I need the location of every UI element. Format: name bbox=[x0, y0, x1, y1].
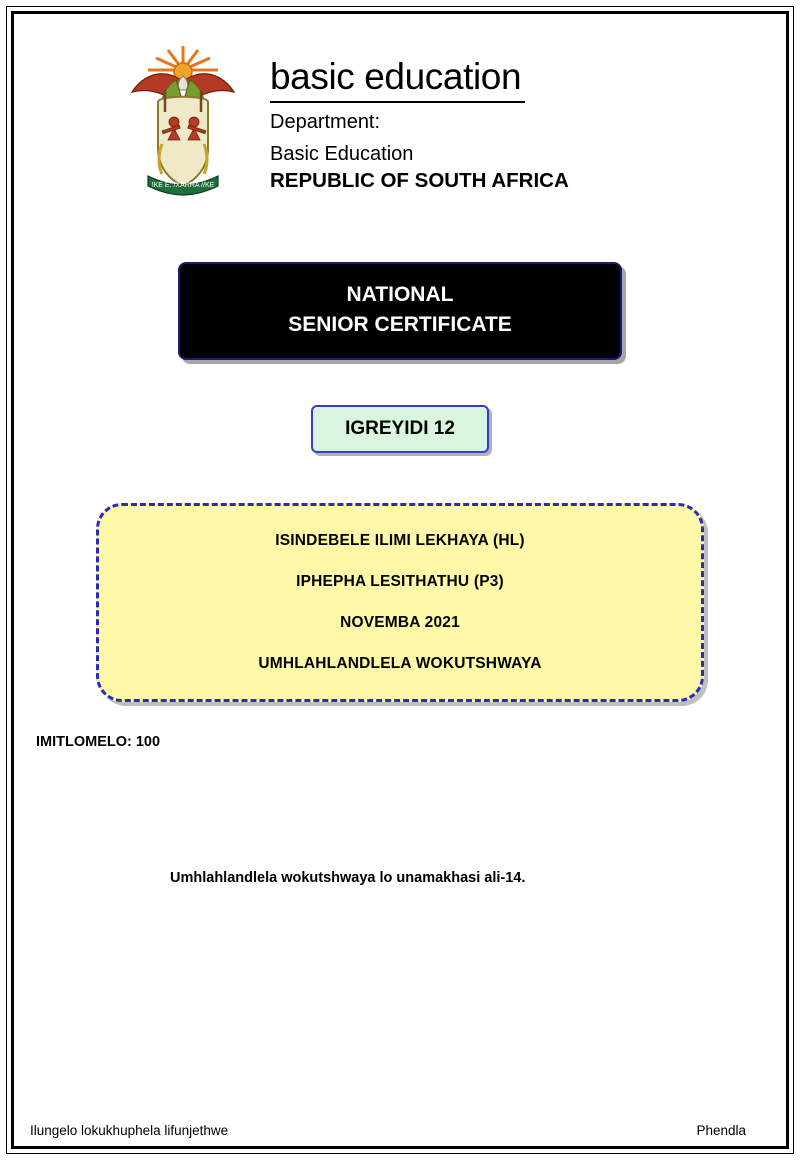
certificate-banner bbox=[178, 262, 622, 360]
certificate-banner-wrapper bbox=[18, 262, 782, 360]
page-footer bbox=[30, 1123, 770, 1138]
grade-badge-wrapper bbox=[18, 405, 782, 453]
department-name: Basic Education bbox=[270, 143, 414, 166]
svg-text:!KE E: /XARRA //KE: !KE E: /XARRA //KE bbox=[151, 182, 215, 189]
document-header bbox=[18, 18, 782, 200]
exam-document-type: UMHLAHLANDLELA WOKUTSHWAYA bbox=[258, 654, 542, 672]
certificate-line-2: SENIOR CERTIFICATE bbox=[288, 312, 512, 336]
certificate-line-1: NATIONAL bbox=[346, 283, 454, 306]
country-name: REPUBLIC OF SOUTH AFRICA bbox=[270, 169, 569, 193]
footer-copyright: Ilungelo lokukhuphela lifunjethwe bbox=[30, 1123, 229, 1138]
south-africa-coat-of-arms-icon bbox=[118, 40, 248, 200]
basic-education-title: basic education bbox=[270, 58, 525, 103]
exam-details-wrapper bbox=[18, 503, 782, 702]
exam-details-box bbox=[96, 503, 704, 702]
grade-badge: IGREYIDI 12 bbox=[311, 405, 489, 453]
marks-label: IMITLOMELO: 100 bbox=[36, 733, 161, 750]
page-count-note: Umhlahlandlela wokutshwaya lo unamakhasi ali-14. bbox=[170, 869, 526, 886]
exam-date: NOVEMBA 2021 bbox=[340, 613, 460, 631]
department-block bbox=[270, 40, 569, 194]
exam-subject: ISINDEBELE ILIMI LEKHAYA (HL) bbox=[275, 531, 525, 549]
department-label: Department: bbox=[270, 110, 381, 133]
page-content bbox=[18, 18, 782, 1142]
footer-turnover: Phendla bbox=[696, 1123, 746, 1138]
exam-paper: IPHEPHA LESITHATHU (P3) bbox=[296, 572, 504, 590]
